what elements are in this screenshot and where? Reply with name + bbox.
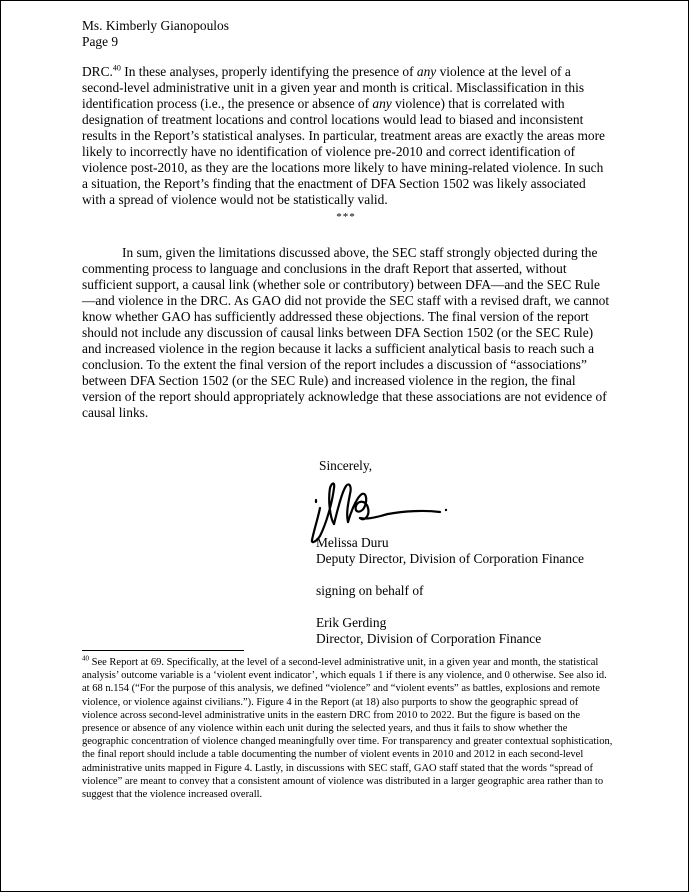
section-separator: *** bbox=[336, 211, 356, 223]
paragraph-text: violence) that is correlated with designation of treatment locations and control locations would lead to biased and inconsistent results in the Report’s statistical analyses. In particular, treatment areas are exactly the areas more likely to incorrectly have no identification of violence pre-2010 and correct identification of violence post-2010, as they are the locations more likely to have mining-related violence. In such a situation, the Report’s finding that the enactment of DFA Section 1502 was likely associated with a spread of violence would not be statistically valid. bbox=[82, 96, 605, 207]
signer-name: Melissa Duru bbox=[316, 535, 389, 550]
letter-header bbox=[82, 18, 229, 50]
paragraph-text: violence at the level of a second-level administrative unit in a given year and month is critical. Misclassification in this identification process (i.e., the presence or absence of bbox=[82, 64, 585, 111]
paragraph-lead: DRC. bbox=[82, 64, 113, 79]
body-paragraph-1 bbox=[82, 64, 612, 208]
body-paragraph-2: In sum, given the limitations discussed above, the SEC staff strongly objected during the commenting process to language and conclusions in the draft Report that asserted, without sufficient support, a causal link (whether sole or contributory) between DFA—and the SEC Rule—and violence in the DRC. As GAO did not provide the SEC staff with a revised draft, we cannot know whether GAO has sufficiently addressed these objections. The final version of the report should not include any discussion of causal links between DFA Section 1502 (or the SEC Rule) and increased violence in the region because it lacks a sufficient analytical basis to reach such a conclusion. To the extent the final version of the report includes a discussion of “associations” between DFA Section 1502 (or the SEC Rule) and increased violence in the region, the final version of the report should appropriately acknowledge that these associations are not evidence of causal links. bbox=[82, 245, 610, 420]
footnote-40 bbox=[82, 656, 614, 801]
footnote-reference[interactable]: 40 bbox=[112, 63, 121, 73]
emphasis-text: any bbox=[372, 96, 392, 111]
footnote-divider bbox=[82, 650, 244, 651]
page-number: Page 9 bbox=[82, 34, 119, 49]
signer-title: Deputy Director, Division of Corporation Finance bbox=[316, 551, 584, 566]
recipient-name: Ms. Kimberly Gianopoulos bbox=[82, 18, 229, 33]
emphasis-text: any bbox=[416, 64, 437, 79]
principal-title: Director, Division of Corporation Finance bbox=[316, 631, 542, 646]
footnote-number: 40 bbox=[82, 654, 89, 663]
signature-block bbox=[316, 535, 584, 647]
on-behalf-text: signing on behalf of bbox=[316, 583, 424, 598]
footnote-text: See Report at 69. Specifically, at the level of a second-level administrative unit, in a given year and month, the statistical analysis’ outcome variable is a ‘violent event indicator’, which equals 1 if there is any violence, and 0 otherwise. See also id. at 68 n.154 (“For the purpose of this analysis, we defined “violence” and “violent events” as battles, explosions and remote violence, or violence against civilians.”). Figure 4 in the Report (at 18) also purports to show the geographic spread of violence across second-level administrative units in the eastern DRC from 2010 to 2022. But the figure is based on the presence or absence of any violence within each unit during the selected years, and thus it fails to show whether the geographic concentration of violence changed meaningfully over time. For transparency and greater contextual sophistication, the final report should include a table documenting the number of violent events in 2010 and 2012 in each second-level administrative units mapped in Figure 4. Lastly, in discussions with SEC staff, GAO staff stated that the words “spread of violence” are meant to convey that a consistent amount of violence was distributed in a larger geographic area rather than to suggest that the violence increased overall. bbox=[82, 657, 613, 801]
paragraph-text: In these analyses, properly identifying the presence of bbox=[120, 64, 417, 79]
closing-salutation: Sincerely, bbox=[319, 458, 373, 473]
principal-name: Erik Gerding bbox=[316, 615, 387, 630]
